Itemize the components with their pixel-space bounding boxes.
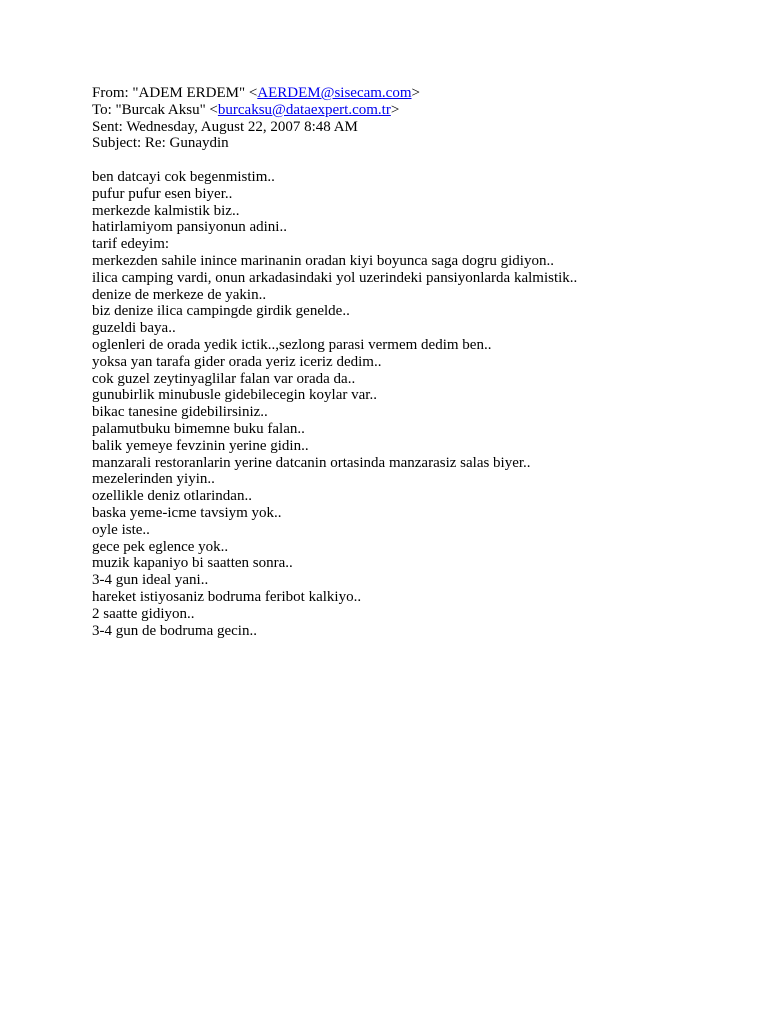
body-line: 2 saatte gidiyon.. (92, 605, 195, 622)
to-suffix: > (390, 101, 400, 118)
from-prefix: From: "ADEM ERDEM" < (92, 85, 258, 101)
body-line: ozellikle deniz otlarindan.. (92, 488, 252, 505)
to-prefix: To: "Burcak Aksu" < (92, 101, 218, 118)
body-line: denize de merkeze de yakin.. (92, 286, 267, 303)
body-line: manzarali restoranlarin yerine datcanin ortasinda manzarasiz salas biyer.. (92, 454, 531, 471)
body-line: hareket istiyosaniz bodruma feribot kalkiyo.. (92, 588, 362, 605)
body-line: 3-4 gun ideal yani.. (92, 572, 209, 589)
subject-line: Subject: Re: Gunaydin (92, 135, 229, 152)
body-line: palamutbuku bimemne buku falan.. (92, 420, 305, 437)
body-line: pufur pufur esen biyer.. (92, 185, 233, 202)
body-line: ben datcayi cok begenmistim.. (92, 168, 275, 185)
body-line: tarif edeyim: (92, 236, 170, 253)
body-line: bikac tanesine gidebilirsiniz.. (92, 404, 268, 421)
body-line: gece pek eglence yok.. (92, 538, 229, 555)
body-line: ilica camping vardi, onun arkadasindaki yol uzerindeki pansiyonlarda kalmistik.. (92, 269, 578, 286)
body-line: oglenleri de orada yedik ictik..,sezlong parasi vermem dedim ben.. (92, 336, 492, 353)
to-email-link[interactable]: burcaksu@dataexpert.com.tr (217, 101, 391, 118)
from-suffix: > (411, 85, 420, 101)
body-line: gunubirlik minubusle gidebilecegin koylar var.. (92, 387, 377, 404)
sent-line: Sent: Wednesday, August 22, 2007 8:48 AM (92, 118, 358, 135)
body-line: merkezden sahile inince marinanin oradan kiyi boyunca saga dogru gidiyon.. (92, 252, 554, 269)
body-line: guzeldi baya.. (92, 320, 176, 337)
body-line: merkezde kalmistik biz.. (92, 202, 240, 219)
header-body-gap (92, 152, 732, 169)
body-line: cok guzel zeytinyaglilar falan var orada da.. (92, 370, 356, 387)
body-line: yoksa yan tarafa gider orada yeriz iceriz dedim.. (92, 353, 382, 370)
email-document (92, 85, 732, 639)
body-line: biz denize ilica campingde girdik genelde.. (92, 303, 350, 320)
to-line (92, 102, 732, 119)
from-line (92, 85, 732, 102)
body-line: 3-4 gun de bodruma gecin.. (92, 622, 257, 639)
body-line: hatirlamiyom pansiyonun adini.. (92, 219, 287, 236)
body-line: baska yeme-icme tavsiym yok.. (92, 504, 282, 521)
body-line: balik yemeye fevzinin yerine gidin.. (92, 437, 309, 454)
from-email-link[interactable]: AERDEM@sisecam.com (257, 85, 412, 101)
body-line: mezelerinden yiyin.. (92, 471, 215, 488)
body-line: muzik kapaniyo bi saatten sonra.. (92, 555, 293, 572)
body-line: oyle iste.. (92, 521, 150, 538)
email-body (92, 169, 732, 639)
